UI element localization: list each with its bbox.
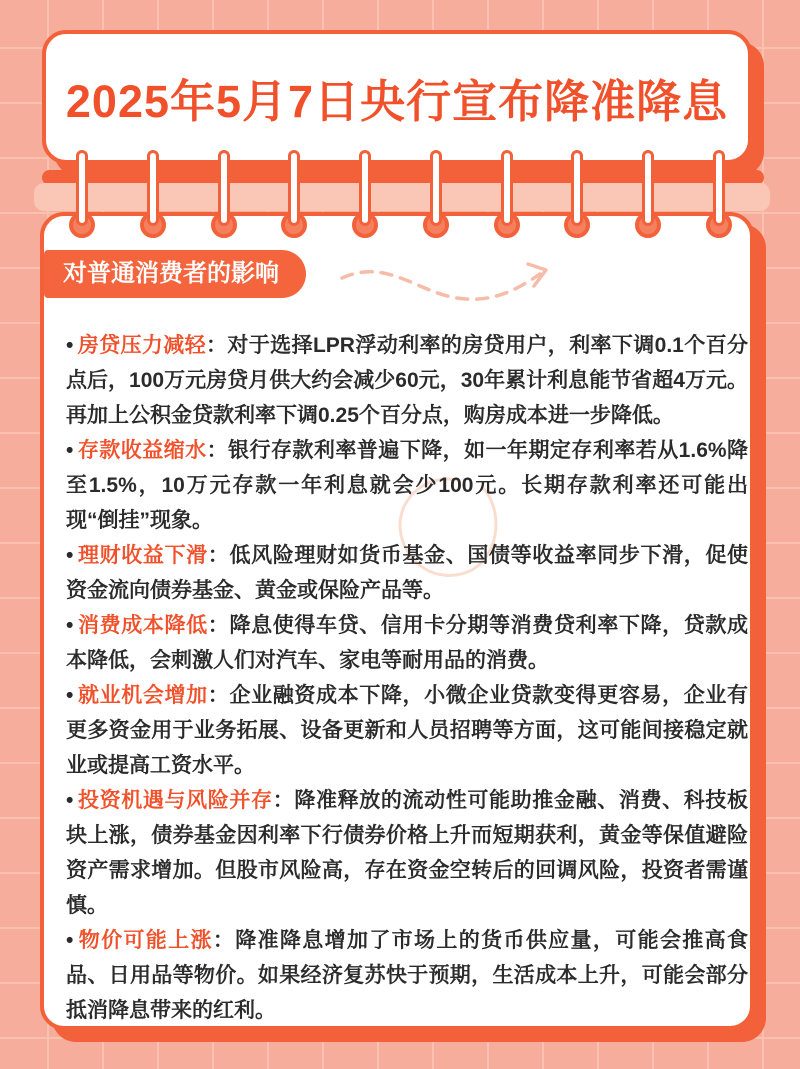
list-item — [66, 328, 748, 433]
item-body: 降准释放的流动性可能助推金融、消费、科技板块上涨，债券基金因利率下行债券价格上升而短期获利，黄金等保值避险资产需求增加。但股市风险高，存在资金空转后的回调风险，投资者需谨慎。 — [66, 789, 749, 917]
list-item — [66, 538, 748, 608]
item-colon: ： — [207, 614, 230, 637]
item-body: 银行存款利率普遍下降，如一年期定存利率若从1.6%降至1.5%，10万元存款一年利息就会少100元。长期存款利率还可能出现“倒挂”现象。 — [66, 439, 749, 532]
dashed-arrow-icon — [332, 248, 572, 308]
item-title: 理财收益下滑 — [77, 544, 208, 567]
item-title: 就业机会增加 — [77, 684, 208, 707]
list-item — [66, 783, 748, 923]
item-body: 企业融资成本下降，小微企业贷款变得更容易，企业有更多资金用于业务拓展、设备更新和人员招聘等方面，这可能间接稳定就业或提高工资水平。 — [66, 684, 749, 777]
item-colon: ： — [207, 544, 230, 567]
list-item — [66, 678, 748, 783]
bullet-list — [66, 328, 748, 1028]
list-item — [66, 608, 748, 678]
list-item — [66, 433, 748, 538]
item-title: 存款收益缩水 — [77, 439, 207, 462]
item-colon: ： — [272, 789, 295, 812]
item-colon: ： — [206, 334, 228, 357]
item-colon: ： — [212, 929, 236, 952]
item-colon: ： — [207, 684, 230, 707]
list-item — [66, 923, 748, 1028]
item-colon: ： — [206, 439, 229, 462]
item-title: 物价可能上涨 — [77, 929, 213, 952]
item-body: 低风险理财如货币基金、国债等收益率同步下滑，促使资金流向债券基金、黄金或保险产品等。 — [66, 544, 749, 602]
bullet-dot: • — [66, 439, 74, 462]
bullet-dot: • — [66, 929, 74, 952]
item-title: 投资机遇与风险并存 — [77, 789, 273, 812]
binder-spine-strip — [34, 183, 770, 211]
item-title: 房贷压力减轻 — [77, 334, 207, 357]
item-body: 降准降息增加了市场上的货币供应量，可能会推高食品、日用品等物价。如果经济复苏快于预期，生活成本上升，可能会部分抵消降息带来的红利。 — [66, 929, 749, 1022]
bullet-dot: • — [66, 789, 74, 812]
bullet-dot: • — [66, 334, 74, 357]
bullet-dot: • — [66, 684, 74, 707]
content-card — [40, 212, 754, 1030]
section-tag: 对普通消费者的影响 — [44, 250, 306, 298]
item-body: 对于选择LPR浮动利率的房贷用户，利率下调0.1个百分点后，100万元房贷月供大约会减少60元，30年累计利息能节省超4万元。再加上公积金贷款利率下调0.25个百分点，购房成本进一步降低。 — [66, 334, 749, 427]
header-card — [42, 30, 752, 164]
item-title: 消费成本降低 — [77, 614, 208, 637]
item-body: 降息使得车贷、信用卡分期等消费贷利率下降，贷款成本降低，会刺激人们对汽车、家电等耐用品的消费。 — [66, 614, 749, 672]
page-title: 2025年5月7日央行宣布降准降息 — [65, 75, 729, 127]
bullet-dot: • — [66, 544, 74, 567]
bullet-dot: • — [66, 614, 74, 637]
